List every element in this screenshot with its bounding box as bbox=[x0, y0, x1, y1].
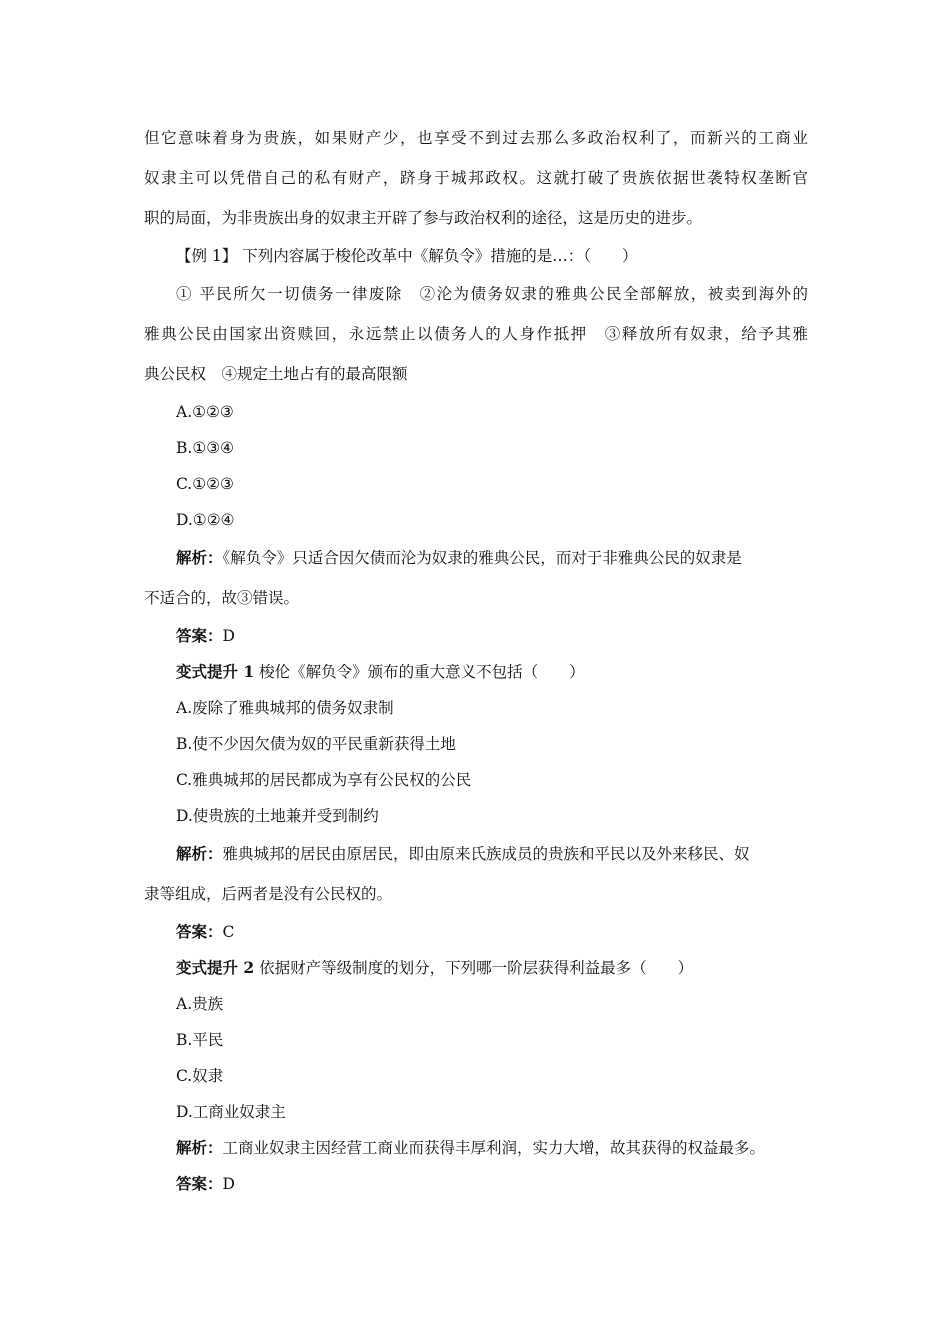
example1-stem bbox=[144, 274, 808, 394]
variant2-option-b: B.平民 bbox=[176, 1031, 224, 1049]
variant1-option-c: C.雅典城邦的居民都成为享有公民权的公民 bbox=[176, 771, 472, 789]
example1-option-b: B.①③④ bbox=[176, 439, 235, 457]
example1-stem-line: ① 平民所欠一切债务一律废除 ②沦为债务奴隶的雅典公民全部解放，被卖到海外的 bbox=[176, 285, 808, 303]
document-body bbox=[144, 118, 808, 1202]
intro-line: 奴隶主可以凭借自己的私有财产，跻身于城邦政权。这就打破了贵族依据世袭特权垄断官 bbox=[144, 169, 808, 187]
example1-stem-line: 雅典公民由国家出资赎回，永远禁止以债务人的人身作抵押 ③释放所有奴隶，给予其雅 bbox=[144, 325, 808, 343]
intro-line: 职的局面，为非贵族出身的奴隶主开辟了参与政治权利的途径，这是历史的进步。 bbox=[144, 209, 703, 227]
intro-line: 但它意味着身为贵族，如果财产少，也享受不到过去那么多政治权利了，而新兴的工商业 bbox=[144, 129, 808, 147]
variant2-option-c: C.奴隶 bbox=[176, 1067, 224, 1085]
example1-question bbox=[144, 238, 808, 274]
variant1-question-text: 梭伦《解负令》颁布的重大意义不包括（ ） bbox=[254, 663, 585, 681]
example1-analysis-line: 不适合的，故③错误。 bbox=[144, 589, 300, 607]
analysis-label: 解析： bbox=[176, 844, 223, 863]
example1-option-a: A.①②③ bbox=[176, 403, 234, 421]
example1-option-c: C.①②③ bbox=[176, 475, 234, 493]
answer-value: D bbox=[222, 627, 235, 645]
example1-question-text: 下列内容属于梭伦改革中《解负令》措施的是…：（ ） bbox=[242, 247, 638, 265]
analysis-text: 工商业奴隶主因经营工商业而获得丰厚利润，实力大增，故其获得的权益最多。 bbox=[222, 1139, 766, 1157]
analysis-text: 《解负令》只适合因欠债而沦为奴隶的雅典公民，而对于非雅典公民的奴隶是 bbox=[222, 549, 742, 567]
variant2-option-d: D.工商业奴隶主 bbox=[176, 1103, 286, 1121]
example1-answer bbox=[144, 618, 808, 654]
variant1-label: 变式提升 1 bbox=[176, 662, 255, 681]
analysis-text: 雅典城邦的居民由原居民，即由原来氏族成员的贵族和平民以及外来移民、奴 bbox=[222, 845, 750, 863]
answer-label: 答案： bbox=[176, 626, 223, 645]
variant2-question-text: 依据财产等级制度的划分，下列哪一阶层获得利益最多（ ） bbox=[254, 959, 694, 977]
example1-stem-line: 典公民权 ④规定土地占有的最高限额 bbox=[144, 365, 408, 383]
example1-label: 【例 1】 bbox=[176, 247, 238, 265]
variant1-option-a: A.废除了雅典城邦的债务奴隶制 bbox=[176, 699, 394, 717]
example1-analysis-line bbox=[144, 538, 808, 578]
variant2-question bbox=[144, 950, 808, 986]
answer-label: 答案： bbox=[176, 922, 223, 941]
variant1-analysis-line: 隶等组成，后两者是没有公民权的。 bbox=[144, 885, 393, 903]
variant1-option-d: D.使贵族的土地兼并受到制约 bbox=[176, 807, 379, 825]
variant1-analysis bbox=[144, 834, 808, 914]
variant2-analysis bbox=[144, 1130, 808, 1166]
analysis-label: 解析： bbox=[176, 1138, 223, 1157]
answer-value: C bbox=[222, 923, 235, 941]
variant2-option-a: A.贵族 bbox=[176, 995, 224, 1013]
variant1-option-b: B.使不少因欠债为奴的平民重新获得土地 bbox=[176, 735, 456, 753]
example1-analysis bbox=[144, 538, 808, 618]
example1-option-d: D.①②④ bbox=[176, 511, 235, 529]
variant2-answer bbox=[144, 1166, 808, 1202]
intro-paragraph bbox=[144, 118, 808, 238]
variant2-label: 变式提升 2 bbox=[176, 958, 255, 977]
answer-value: D bbox=[222, 1175, 235, 1193]
variant1-analysis-line bbox=[144, 834, 808, 874]
variant1-question bbox=[144, 654, 808, 690]
analysis-label: 解析： bbox=[176, 548, 223, 567]
variant1-answer bbox=[144, 914, 808, 950]
answer-label: 答案： bbox=[176, 1174, 223, 1193]
